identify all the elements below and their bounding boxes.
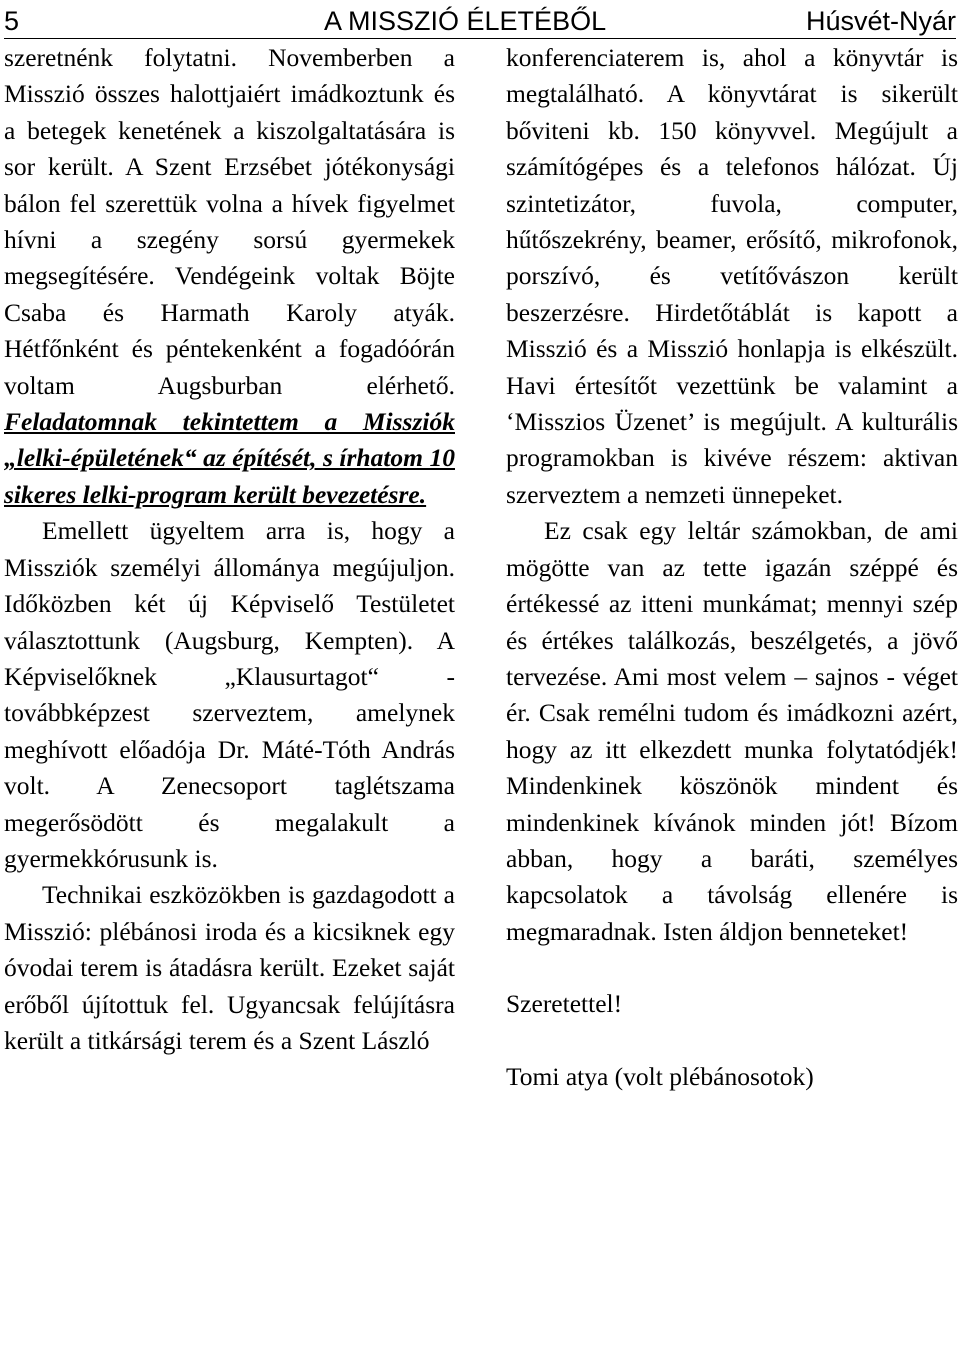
right-paragraph-1: konferenciaterem is, ahol a könyvtár is megtalálható. A könyvtárat is sikerült bőviteni kb. 150 könyvvel. Megújult a számítógépes és a telefonos hálózat. Új szintetizátor, fuvola, computer, hűtőszekrény, beamer, erősítő, mikrofonok, porszívó, és vetítővászon került beszerzésre. Hirdetőtáblát is kapott a Misszió és a Misszió honlapja is elkészült. Havi értesítőt vezettünk be valamint a ‘Misszios Üzenet’ is megújult. A kulturális programokban is kivéve részem: aktivan szerveztem a nemzeti ünnepeket. xyxy=(506,43,958,509)
section-title: A MISSZIÓ ÉLETÉBŐL xyxy=(324,6,607,36)
page-header xyxy=(4,4,956,39)
right-column xyxy=(506,40,958,1095)
emphasized-statement: Feladatomnak tekintettem a Missziók „lelki-épületének“ az építését, s írhatom 10 sikeres lelki-program került bevezetésre. xyxy=(4,407,455,509)
left-paragraph-1-text: szeretnénk folytatni. Novemberben a Misszió összes halottjaiért imádkoztunk és a betegek kenetének a kiszolgaltatására is sor került. A Szent Erzsébet jótékonysági bálon fel szerettük volna a hívek figyelmet hívni a szegény sorsú gyermekek megsegítésére. Vendégeink voltak Böjte Csaba és Harmath Karoly atyák. Hétfőnként és péntekenként a fogadóórán voltam Augsburban elérhető. xyxy=(4,43,455,400)
left-paragraph-3: Technikai eszközökben is gazdagodott a Misszió: plébánosi iroda és a kicsiknek egy óvodai terem is átadásra került. Ezeket saját erőből újítottuk fel. Ugyancsak felújításra került a titkársági terem és a Szent László xyxy=(4,880,455,1055)
right-paragraph-2: Ez csak egy leltár számokban, de ami mögötte van az tette igazán széppé és értékessé az itteni munkámat; mennyi szép és értékes találkozás, beszélgetés, a jövő tervezése. Ami most velem – sajnos - véget ér. Csak remélni tudom és imádkozni azért, hogy az itt elkezdett munka folytatódjék! Mindenkinek köszönök mindent és mindenkinek kívánok minden jót! Bízom abban, hogy a baráti, személyes kapcsolatok a távolság ellenére is megmaradnak. Isten áldjon benneteket! xyxy=(506,516,958,946)
page-number: 5 xyxy=(4,6,20,36)
spacer xyxy=(506,1023,958,1059)
issue-label: Húsvét-Nyár xyxy=(805,6,956,36)
spacer xyxy=(506,950,958,986)
left-paragraph-1 xyxy=(4,40,455,513)
left-paragraph-2: Emellett ügyeltem arra is, hogy a Missziók személyi állománya megújuljon. Időközben két új Képviselő Testületet választottunk (Augsburg, Kempten). A Képviselőknek „Klausurtagot“ - továbbképzest szerveztem, amelynek meghívott előadója Dr. Máté-Tóth András volt. A Zenecsoport taglétszama megerősödött és megalakult a gyermekkórusunk is. xyxy=(4,516,455,873)
signature: Tomi atya (volt plébánosotok) xyxy=(506,1061,814,1091)
closing-greeting: Szeretettel! xyxy=(506,989,623,1019)
left-column xyxy=(4,40,455,1059)
